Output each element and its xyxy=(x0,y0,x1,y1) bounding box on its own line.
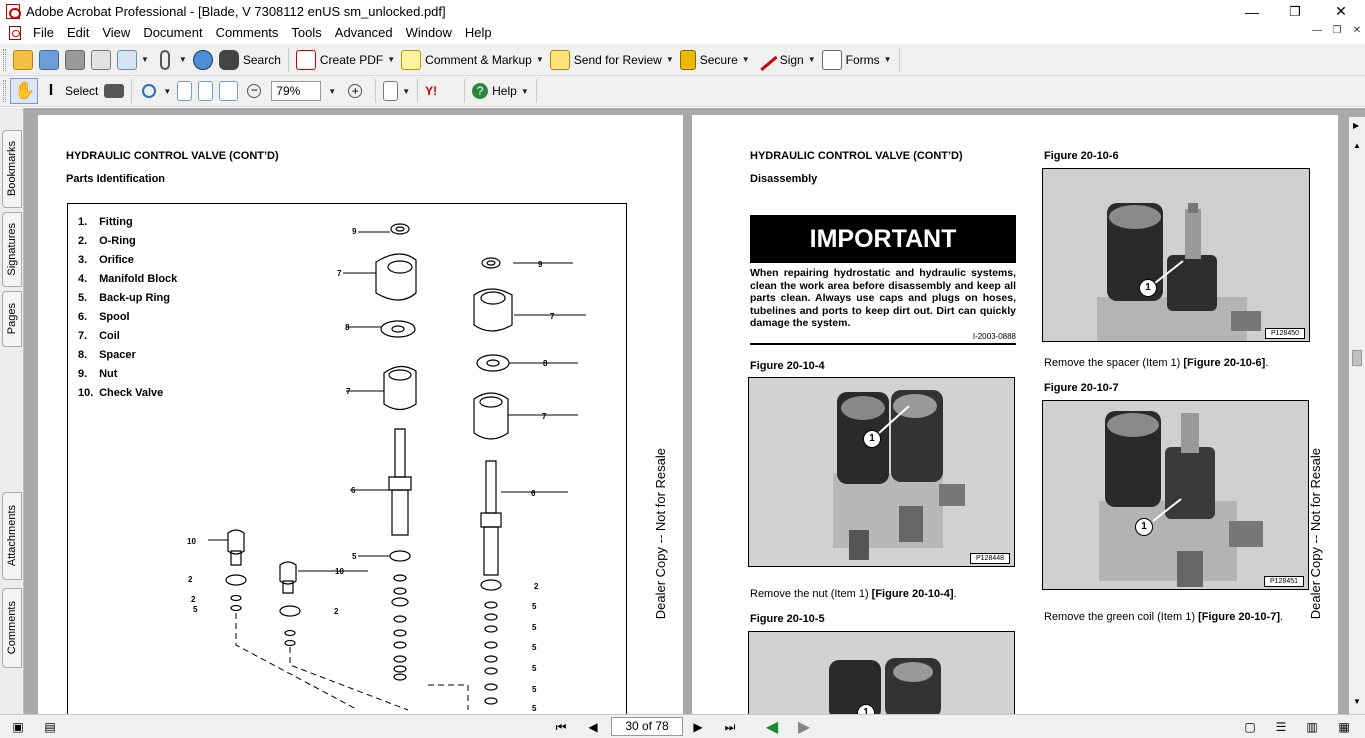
chevron-down-icon: ▼ xyxy=(328,86,337,96)
print-icon xyxy=(91,50,111,70)
continuous-facing-layout-icon[interactable]: ▦ xyxy=(1338,720,1350,734)
create-pdf-label: Create PDF xyxy=(319,52,384,67)
list-item xyxy=(78,346,177,365)
menu-advanced[interactable]: Advanced xyxy=(334,25,393,40)
help-button[interactable] xyxy=(469,78,532,104)
document-icon[interactable] xyxy=(9,26,21,40)
part-number: 10. xyxy=(78,387,94,399)
chevron-down-icon: ▼ xyxy=(535,55,544,64)
pdf-page-right xyxy=(692,115,1338,714)
toolbar-grip[interactable] xyxy=(3,49,6,71)
comment-markup-label: Comment & Markup xyxy=(425,52,532,67)
toolbar-separator xyxy=(417,79,418,103)
callout-2: 2 xyxy=(534,582,539,591)
secure-button[interactable] xyxy=(677,47,753,73)
yahoo-icon: Y! xyxy=(425,84,438,98)
callout-9: 9 xyxy=(352,227,357,236)
part-number: 4. xyxy=(78,273,88,285)
secure-label: Secure xyxy=(699,52,738,67)
photo-id: P128451 xyxy=(1264,576,1304,587)
hand-icon: ✋ xyxy=(14,81,36,100)
chevron-down-icon: ▼ xyxy=(402,86,411,96)
toolbar-separator xyxy=(131,79,132,103)
part-number: 3. xyxy=(78,254,88,266)
chevron-down-icon: ▼ xyxy=(178,55,187,64)
dealer-copy-watermark: Dealer Copy -- Not for Resale xyxy=(1308,448,1323,620)
forms-label: Forms xyxy=(845,52,880,67)
page-number-field[interactable]: 30 of 78 xyxy=(611,717,683,736)
send-for-review-label: Send for Review xyxy=(573,52,662,67)
tab-signatures-label: Signatures xyxy=(6,223,18,276)
scroll-down-arrow-icon[interactable]: ▼ xyxy=(1353,697,1361,706)
tab-comments[interactable] xyxy=(2,588,22,668)
tab-bookmarks[interactable] xyxy=(2,130,22,208)
callout-5: 5 xyxy=(352,552,357,561)
chevron-down-icon: ▼ xyxy=(520,86,529,96)
last-page-icon[interactable]: ⏭ xyxy=(724,719,736,734)
part-name: Fitting xyxy=(99,216,133,228)
list-item xyxy=(78,365,177,384)
comment-markup-icon xyxy=(401,50,421,70)
valve-photo-drawing xyxy=(1043,401,1309,590)
email-button[interactable] xyxy=(114,47,152,73)
chevron-down-icon: ▼ xyxy=(163,86,172,96)
notice-code: I-2003-0888 xyxy=(972,332,1016,341)
menu-help[interactable]: Help xyxy=(464,25,492,40)
search-label: Search xyxy=(242,52,281,67)
divider xyxy=(750,343,1016,345)
chevron-down-icon: ▼ xyxy=(741,55,750,64)
list-item xyxy=(78,232,177,251)
organizer-icon xyxy=(39,50,59,70)
part-name: Orifice xyxy=(99,254,134,266)
valve-photo-drawing xyxy=(749,632,1015,714)
figure-caption: Figure 20-10-7 xyxy=(1044,382,1119,394)
figure-photo xyxy=(1042,400,1309,590)
chevron-down-icon: ▼ xyxy=(141,55,149,64)
zoom-in-tool-button[interactable] xyxy=(136,78,174,104)
callout-10: 10 xyxy=(335,567,344,576)
callout-5: 5 xyxy=(532,623,537,632)
navigation-pane xyxy=(0,108,24,714)
part-number: 2. xyxy=(78,235,88,247)
callout-6: 6 xyxy=(351,486,356,495)
instruction-body: Remove the green coil (Item 1) xyxy=(1044,611,1199,623)
callout-7: 7 xyxy=(542,412,547,421)
callout-8: 8 xyxy=(543,359,548,368)
help-icon: ? xyxy=(472,83,488,99)
go-forward-icon[interactable]: ▶ xyxy=(797,719,811,736)
padlock-icon xyxy=(680,50,696,70)
callout-7: 7 xyxy=(550,312,555,321)
help-label: Help xyxy=(492,84,517,98)
list-item xyxy=(78,251,177,270)
yahoo-toolbar-button[interactable] xyxy=(422,78,460,104)
photo-id: P128450 xyxy=(1265,328,1305,339)
zoom-level-field[interactable]: 79% xyxy=(271,81,321,101)
menu-tools[interactable]: Tools xyxy=(291,25,322,40)
callout-8: 8 xyxy=(345,323,350,332)
camera-icon xyxy=(104,84,124,98)
scrollbar-thumb[interactable] xyxy=(1352,350,1362,366)
save-icon xyxy=(65,50,85,70)
part-name: Back-up Ring xyxy=(99,292,170,304)
list-item xyxy=(78,270,177,289)
callout-2: 2 xyxy=(191,595,196,604)
list-item xyxy=(78,327,177,346)
select-tool-button[interactable] xyxy=(38,78,101,104)
tab-pages-label: Pages xyxy=(6,303,18,335)
forms-icon xyxy=(822,50,842,70)
sign-label: Sign xyxy=(779,52,804,67)
photo-callout: 1 xyxy=(857,704,875,714)
open-folder-icon xyxy=(13,50,33,70)
menu-view[interactable]: View xyxy=(102,25,131,40)
callout-7: 7 xyxy=(337,269,342,278)
web-search-button[interactable] xyxy=(190,47,216,73)
photo-id: P128448 xyxy=(970,553,1010,564)
single-page-layout-icon[interactable]: ▢ xyxy=(1244,720,1256,734)
rotate-view-button[interactable] xyxy=(380,78,413,104)
callout-9: 9 xyxy=(538,260,543,269)
create-pdf-button[interactable] xyxy=(293,47,398,73)
tab-attachments-label: Attachments xyxy=(6,505,18,567)
figure-caption: Figure 20-10-5 xyxy=(750,613,825,625)
text-cursor-icon: I xyxy=(48,82,54,99)
figure-reference: [Figure 20-10-7] xyxy=(1198,611,1280,623)
vertical-scrollbar[interactable] xyxy=(1349,117,1365,714)
snapshot-button[interactable] xyxy=(101,78,127,104)
instruction-body: Remove the spacer (Item 1) xyxy=(1044,357,1184,369)
globe-icon xyxy=(193,50,213,70)
tab-signatures[interactable] xyxy=(2,212,22,287)
callout-10: 10 xyxy=(187,537,196,546)
part-name: Nut xyxy=(99,368,118,380)
part-name: O-Ring xyxy=(99,235,136,247)
scroll-up-arrow-icon[interactable]: ▲ xyxy=(1353,141,1361,150)
toolbar-separator xyxy=(464,79,465,103)
section-subheading: Disassembly xyxy=(750,173,818,185)
email-icon xyxy=(117,50,137,70)
sign-button[interactable] xyxy=(753,47,819,73)
go-back-icon[interactable]: ◀ xyxy=(765,719,779,736)
toolbar-separator xyxy=(375,79,376,103)
menu-window[interactable]: Window xyxy=(405,25,452,40)
send-for-review-button[interactable] xyxy=(547,47,677,73)
send-review-icon xyxy=(550,50,570,70)
zoom-in-button[interactable] xyxy=(339,78,371,104)
single-page-icon[interactable]: ▣ xyxy=(12,720,24,734)
rotate-page-icon xyxy=(383,81,398,101)
figure-reference: [Figure 20-10-4] xyxy=(871,588,954,600)
open-button[interactable] xyxy=(10,47,36,73)
important-notice-text: When repairing hydrostatic and hydraulic systems, clean the work area before disassembly and keep all parts clean. Always use caps and plugs on hoses, tubelines and ports to keep dirt out. Dirt can quickly damage the system. xyxy=(750,267,1016,330)
instruction-end: . xyxy=(1280,611,1284,623)
callout-5: 5 xyxy=(532,704,537,713)
fit-width-icon xyxy=(219,81,238,101)
continuous-layout-icon[interactable]: ☰ xyxy=(1275,720,1287,734)
window-title: Adobe Acrobat Professional - [Blade, V 7308112 enUS sm_unlocked.pdf] xyxy=(26,4,446,19)
callout-5: 5 xyxy=(532,643,537,652)
tab-attachments[interactable] xyxy=(2,492,22,580)
callout-5: 5 xyxy=(532,664,537,673)
figure-caption: Figure 20-10-6 xyxy=(1044,150,1119,162)
zoom-dropdown-button[interactable] xyxy=(321,78,339,104)
part-name: Manifold Block xyxy=(99,273,178,285)
part-name: Coil xyxy=(99,330,120,342)
title-bar xyxy=(0,0,1365,23)
menu-document[interactable]: Document xyxy=(143,25,203,40)
pdf-page-left xyxy=(38,115,683,714)
figure-caption: Figure 20-10-4 xyxy=(750,360,825,372)
figure-photo xyxy=(748,631,1015,714)
instruction-end: . xyxy=(953,588,957,600)
chevron-down-icon: ▼ xyxy=(665,55,674,64)
valve-photo-drawing xyxy=(749,378,1015,567)
menu-edit[interactable]: Edit xyxy=(66,25,90,40)
tab-comments-label: Comments xyxy=(6,601,18,655)
part-number: 7. xyxy=(78,330,88,342)
status-bar xyxy=(0,714,1365,738)
save-button[interactable] xyxy=(62,47,88,73)
actual-size-icon xyxy=(177,81,192,101)
print-button[interactable] xyxy=(88,47,114,73)
callout-5: 5 xyxy=(532,685,537,694)
doc-close-button[interactable]: ✕ xyxy=(1352,25,1362,36)
tab-pages[interactable] xyxy=(2,291,22,347)
select-label: Select xyxy=(65,84,99,98)
navigation-toolbar xyxy=(0,76,1365,107)
fit-page-icon xyxy=(198,81,213,101)
restore-button[interactable]: ❐ xyxy=(1289,3,1301,19)
chevron-down-icon: ▼ xyxy=(387,55,396,64)
section-subheading: Parts Identification xyxy=(66,173,166,185)
create-pdf-icon xyxy=(296,50,316,70)
part-name: Spacer xyxy=(99,349,136,361)
page-heading: HYDRAULIC CONTROL VALVE (CONT’D) xyxy=(750,150,963,162)
page-thumbnail-icon[interactable]: ▤ xyxy=(44,720,56,734)
instruction-body: Remove the nut (Item 1) xyxy=(750,588,872,600)
minimize-button[interactable]: — xyxy=(1245,3,1259,20)
important-banner: IMPORTANT xyxy=(750,215,1016,263)
close-button[interactable]: ✕ xyxy=(1335,3,1347,19)
callout-2: 2 xyxy=(188,575,193,584)
file-toolbar xyxy=(0,44,1365,76)
doc-restore-button[interactable]: ❐ xyxy=(1332,25,1342,36)
actual-size-button[interactable] xyxy=(174,78,195,104)
exploded-valve-diagram xyxy=(178,215,598,714)
menu-comments[interactable]: Comments xyxy=(215,25,279,40)
callout-5: 5 xyxy=(193,605,198,614)
callout-5: 5 xyxy=(532,602,537,611)
part-number: 9. xyxy=(78,368,88,380)
callout-6: 6 xyxy=(531,489,536,498)
organizer-button[interactable] xyxy=(36,47,62,73)
parts-list xyxy=(78,213,177,403)
paperclip-icon xyxy=(160,50,170,70)
photo-callout: 1 xyxy=(1135,518,1153,536)
attach-button[interactable] xyxy=(152,47,190,73)
toolbar-grip[interactable] xyxy=(3,80,6,102)
zoom-out-button[interactable] xyxy=(241,78,267,104)
part-number: 1. xyxy=(78,216,88,228)
plus-circle-icon: + xyxy=(348,84,362,98)
part-name: Check Valve xyxy=(99,387,164,399)
forms-button[interactable] xyxy=(819,47,895,73)
fit-width-button[interactable] xyxy=(216,78,241,104)
chevron-down-icon: ▼ xyxy=(807,55,816,64)
list-item xyxy=(78,308,177,327)
minus-circle-icon: − xyxy=(247,84,261,98)
fit-page-button[interactable] xyxy=(195,78,216,104)
hand-tool-button[interactable] xyxy=(10,78,38,104)
dealer-copy-watermark: Dealer Copy -- Not for Resale xyxy=(653,448,668,620)
chevron-down-icon: ▼ xyxy=(883,55,892,64)
tab-bookmarks-label: Bookmarks xyxy=(6,141,18,197)
instruction-text xyxy=(750,588,957,600)
next-page-icon[interactable]: ▶ xyxy=(693,720,703,734)
toolbar-separator xyxy=(899,48,900,72)
pen-icon xyxy=(754,48,777,70)
figure-photo xyxy=(748,377,1015,567)
magnifier-icon xyxy=(142,84,156,98)
list-item xyxy=(78,384,177,403)
callout-2: 2 xyxy=(334,607,339,616)
instruction-end: . xyxy=(1265,357,1269,369)
page-heading: HYDRAULIC CONTROL VALVE (CONT’D) xyxy=(66,150,279,162)
toolbar-separator xyxy=(288,48,289,72)
figure-photo xyxy=(1042,168,1310,342)
first-page-icon[interactable]: ⏮ xyxy=(555,719,567,734)
scroll-right-arrow-icon[interactable]: ▶ xyxy=(1353,121,1360,130)
instruction-text xyxy=(1044,357,1268,369)
binoculars-icon xyxy=(219,50,239,70)
acrobat-app-icon xyxy=(6,4,20,19)
instruction-text xyxy=(1044,611,1283,623)
part-number: 5. xyxy=(78,292,88,304)
menu-file[interactable]: File xyxy=(33,25,54,40)
doc-minimize-button[interactable]: — xyxy=(1312,25,1322,36)
search-button[interactable] xyxy=(216,47,284,73)
part-number: 8. xyxy=(78,349,88,361)
facing-layout-icon[interactable]: ▥ xyxy=(1306,720,1318,734)
part-name: Spool xyxy=(99,311,130,323)
callout-7: 7 xyxy=(346,387,351,396)
comment-markup-button[interactable] xyxy=(398,47,547,73)
valve-photo-drawing xyxy=(1043,169,1310,342)
list-item xyxy=(78,213,177,232)
menu-bar xyxy=(0,23,1365,43)
toolbar-separator xyxy=(536,79,537,103)
figure-reference: [Figure 20-10-6] xyxy=(1183,357,1266,369)
photo-callout: 1 xyxy=(1139,279,1157,297)
part-number: 6. xyxy=(78,311,88,323)
previous-page-icon[interactable]: ◀ xyxy=(588,720,598,734)
photo-callout: 1 xyxy=(863,430,881,448)
list-item xyxy=(78,289,177,308)
